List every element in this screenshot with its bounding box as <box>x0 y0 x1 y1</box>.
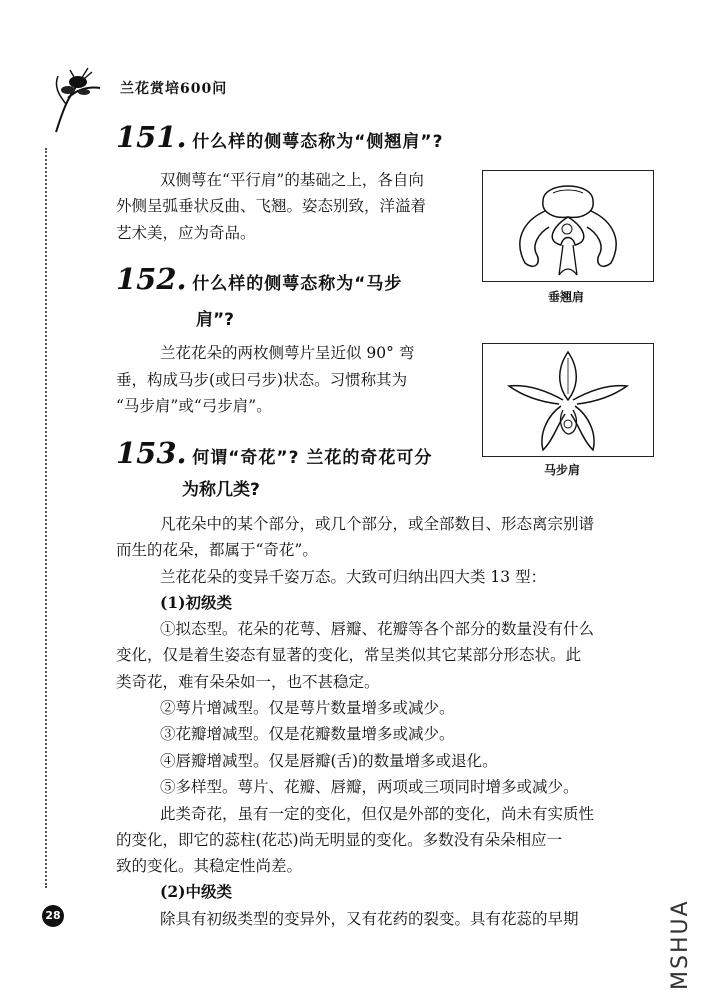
book-title: 兰花赏培600问 <box>120 81 228 97</box>
question-number: 151. <box>116 120 187 154</box>
category-heading: (1)初级类 <box>160 593 232 612</box>
orchid-logo-icon <box>48 64 108 134</box>
question-title: 什么样的侧萼态称为“侧翘肩”? <box>192 132 444 152</box>
category-heading: (2)中级类 <box>160 882 232 901</box>
paragraph-line: 凡花朵中的某个部分，或几个部分，或全部数目、形态离宗别谱 <box>160 515 595 533</box>
question-number: 153. <box>116 436 187 470</box>
paragraph-line: ③花瓣增减型。仅是花瓣数量增多或减少。 <box>160 725 455 743</box>
paragraph-line: 变化，仅是着生姿态有显著的变化，常呈类似其它某部分形态状。此 <box>116 646 582 664</box>
orchid-flower-illustration <box>483 171 653 281</box>
paragraph-line: ④唇瓣增减型。仅是唇瓣(舌)的数量增多或退化。 <box>160 752 498 770</box>
page-number: 28 <box>42 905 64 927</box>
question-151-heading <box>116 120 443 154</box>
question-153-heading <box>116 436 432 470</box>
question-title: 何谓“奇花”? 兰花的奇花可分 <box>192 448 433 468</box>
question-title: 什么样的侧萼态称为“马步 <box>192 274 403 294</box>
margin-dotted-line <box>45 148 47 888</box>
paragraph-line: 而生的花朵，都属于“奇花”。 <box>116 541 318 559</box>
paragraph-line: 类奇花，难有朵朵如一，也不甚稳定。 <box>116 673 380 691</box>
question-title-continued: 肩”? <box>196 310 235 330</box>
figure-chuiqiaojian <box>482 170 654 282</box>
paragraph-line: 外侧呈弧垂状反曲、飞翘。姿态别致，洋溢着 <box>116 197 427 215</box>
paragraph-line: “马步肩”或“弓步肩”。 <box>116 397 272 415</box>
figure-caption: 垂翘肩 <box>548 290 585 304</box>
paragraph-line: ①拟态型。花朵的花萼、唇瓣、花瓣等各个部分的数量没有什么 <box>160 620 595 638</box>
question-title-continued: 为称几类? <box>182 480 260 500</box>
orchid-flower-illustration <box>483 344 653 456</box>
question-number: 152. <box>116 262 187 296</box>
figure-mabujian <box>482 343 654 457</box>
paragraph-line: ⑤多样型。萼片、花瓣、唇瓣，两项或三项同时增多或减少。 <box>160 778 579 796</box>
paragraph-line: 致的变化。其稳定性尚差。 <box>116 857 303 875</box>
figure-caption: 马步肩 <box>544 463 581 477</box>
paragraph-line: 兰花花朵的两枚侧萼片呈近似 90° 弯 <box>160 344 415 362</box>
paragraph-line: 的变化，即它的蕊柱(花芯)尚无明显的变化。多数没有朵朵相应一 <box>116 831 563 849</box>
paragraph-line: 艺术美，应为奇品。 <box>116 224 256 242</box>
watermark: MSHUA <box>668 899 693 990</box>
paragraph-line: 兰花花朵的变异千姿万态。大致可归纳出四大类 13 型： <box>160 568 547 586</box>
paragraph-line: ②萼片增减型。仅是萼片数量增多或减少。 <box>160 699 455 717</box>
paragraph-line: 垂，构成马步(或曰弓步)状态。习惯称其为 <box>116 371 408 389</box>
paragraph-line: 此类奇花，虽有一定的变化，但仅是外部的变化，尚未有实质性 <box>160 805 595 823</box>
question-152-heading <box>116 262 402 296</box>
paragraph-line: 双侧萼在“平行肩”的基础之上，各自向 <box>160 171 424 189</box>
paragraph-line: 除具有初级类型的变异外，又有花药的裂变。具有花蕊的早期 <box>160 910 579 928</box>
